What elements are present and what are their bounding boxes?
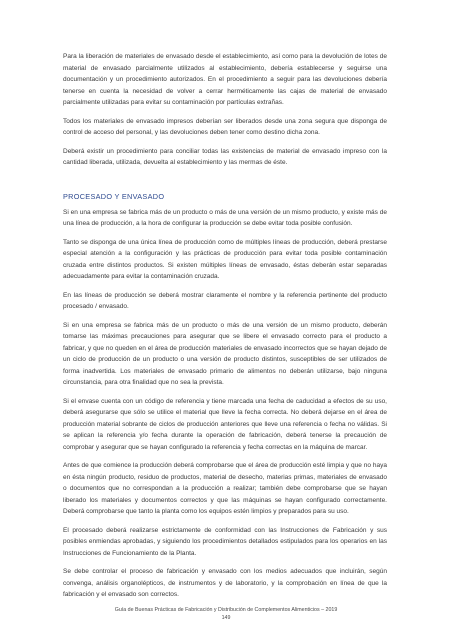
paragraph-line-clearance: Antes de que comience la producción deberá comprobarse que el área de producción esté limpia y que no haya en ésta ningún producto, residuo de productos, material de desecho, materias primas, materiales de envasado o documentos que no correspondan a la producción a realizar; también debe comprobarse que se hayan liberado los materiales y documentos correctos y que las máquinas se hayan configurado correctamente. Deberá comprobarse que tanto la planta como los equipos estén limpios y preparados para su uso. [63,462,387,515]
paragraph-release-returns: Para la liberación de materiales de envasado desde el establecimiento, así como para la devolución de lotes de material de envasado parcialmente utilizados al establecimiento, debería establecerse y seguirse una documentación y un procedimiento autorizados. En el procedimiento a seguir para las devoluciones debería tenerse en cuenta la necesidad de volver a cerrar herméticamente las cajas de material de envasado parcialmente utilizadas para evitar su contaminación por partículas extrañas. [63,53,387,106]
paragraph-manufacturing-instructions: El procesado deberá realizarse estrictamente de conformidad con las Instrucciones de Fabricación y sus posibles enmiendas aprobadas, y siguiendo los procedimientos detallados estipulados para los operarios en las Instrucciones de Funcionamiento de la Planta. [63,526,387,557]
page-footer [0,607,452,622]
paragraph-line-labeling: En las líneas de producción se deberá mostrar claramente el nombre y la referencia pertinente del producto procesado / envasado. [63,291,387,310]
paragraph-secure-zone: Todos los materiales de envasado impresos deberían ser liberados desde una zona segura que disponga de control de acceso del personal, y las devoluciones deben tener como destino dicha zona. [63,117,387,136]
paragraph-cross-contamination: Tanto se disponga de una única línea de producción como de múltiples líneas de producción, deberá prestarse especial atención a la configuración y las prácticas de producción para evitar toda posible contaminación cruzada entre distintos productos. Si existen múltiples líneas de envasado, éstas deberán estar separadas adecuadamente para evitar la contaminación cruzada. [63,238,387,280]
paragraph-process-control: Se debe controlar el proceso de fabricación y envasado con los medios adecuados que incluirán, según convenga, análisis organolépticos, de instrumentos y de laboratorio, y la comprobación en línea de que la fabricación y el envasado son correctos. [63,568,387,598]
paragraph-reconciliation: Deberá existir un procedimiento para conciliar todas las existencias de material de envasado impreso con la cantidad liberada, utilizada, devuelta al establecimiento y las mermas de éste. [63,147,387,166]
paragraph-reference-code: Si el envase cuenta con un código de referencia y tiene marcada una fecha de caducidad a efectos de su uso, deberá asegurarse que sólo se utilice el material que lleve la fecha correcta. No deberá dejarse en el área de producción material sobrante de ciclos de producción anteriores que lleve una referencia o fecha no válidas. Si se aplican la referencia y/o fecha durante la operación de fabricación, deberá tenerse la precaución de comprobar y asegurar que se hayan configurado la referencia y fecha correctas en la máquina de marcar. [63,397,387,451]
paragraph-correct-packaging: Si en una empresa se fabrica más de un producto o más de una versión de un mismo producto, deberán tomarse las máximas precauciones para asegurar que se libere el envasado correcto para el producto a fabricar, y que no queden en el área de producción materiales de envasado incorrectos que se hayan dejado de un ciclo de producción de un producto o una versión de producto distintos, susceptibles de ser utilizados de forma inadvertida. Los materiales de envasado primario de alimentos no deberán utilizarse, bajo ninguna circunstancia, para otra finalidad que no sea la prevista. [63,321,387,386]
section-heading: PROCESADO Y ENVASADO [63,191,165,201]
page-body [63,51,387,608]
paragraph-multiple-products: Si en una empresa se fabrica más de un producto o más de una versión de un mismo producto, y existe más de una línea de producción, a la hora de configurar la producción se debe evitar toda posible confusión. [63,208,387,227]
footer-title: Guía de Buenas Prácticas de Fabricación y Distribución de Complementos Alimenticios – 2019 [114,607,338,613]
page-number: 149 [221,614,231,621]
